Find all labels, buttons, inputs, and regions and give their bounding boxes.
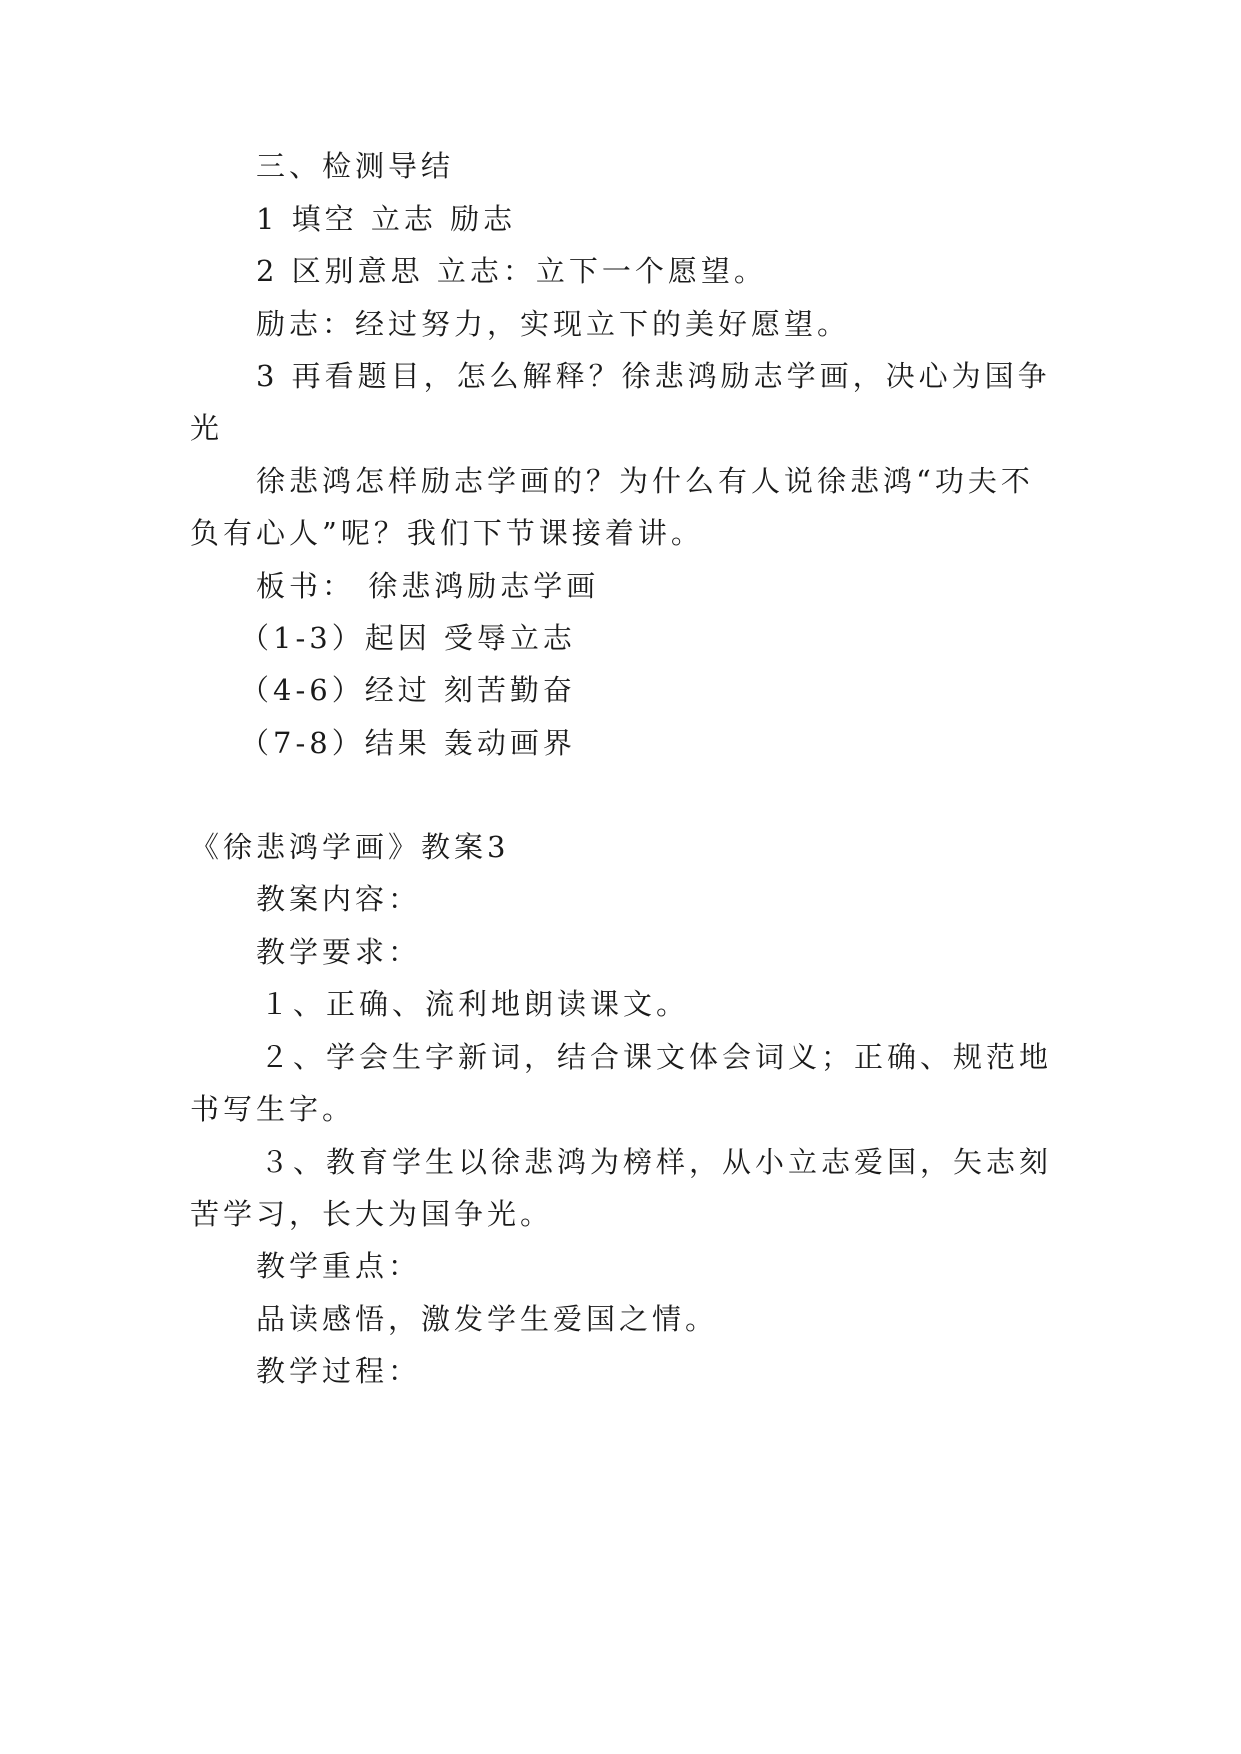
section-heading: 三、检测导结 xyxy=(256,149,455,183)
process-label: 教学过程： xyxy=(256,1354,422,1388)
requirement-item: １、正确、流利地朗读课文。 xyxy=(260,987,690,1021)
requirement-item-cont: 书写生字。 xyxy=(190,1092,356,1126)
content-label: 教案内容： xyxy=(256,882,422,916)
lesson-title: 《徐悲鸿学画》教案3 xyxy=(190,830,510,864)
item-distinguish-meaning-cont: 励志：经过努力，实现立下的美好愿望。 xyxy=(256,307,851,341)
requirement-item: ３、教育学生以徐悲鸿为榜样，从小立志爱国，矢志刻 xyxy=(260,1145,1053,1179)
question-paragraph-cont: 负有心人”呢？我们下节课接着讲。 xyxy=(190,516,704,550)
item-distinguish-meaning: 2 区别意思 立志：立下一个愿望。 xyxy=(256,254,767,288)
board-row: （7-8）结果 轰动画界 xyxy=(240,726,576,760)
item-title-explain: 3 再看题目，怎么解释？徐悲鸿励志学画，决心为国争 xyxy=(256,359,1051,393)
requirement-item: ２、学会生字新词，结合课文体会词义；正确、规范地 xyxy=(260,1040,1053,1074)
question-paragraph: 徐悲鸿怎样励志学画的？为什么有人说徐悲鸿“功夫不 xyxy=(256,464,1034,498)
focus-text: 品读感悟，激发学生爱国之情。 xyxy=(256,1302,719,1336)
requirements-label: 教学要求： xyxy=(256,935,422,969)
board-label: 板书： 徐悲鸿励志学画 xyxy=(256,569,600,603)
board-row: （1-3）起因 受辱立志 xyxy=(240,621,576,655)
board-row: （4-6）经过 刻苦勤奋 xyxy=(240,673,576,707)
item-fill-blank: 1 填空 立志 励志 xyxy=(256,202,517,236)
item-title-explain-cont: 光 xyxy=(190,411,224,445)
requirement-item-cont: 苦学习，长大为国争光。 xyxy=(190,1197,554,1231)
focus-label: 教学重点： xyxy=(256,1249,422,1283)
